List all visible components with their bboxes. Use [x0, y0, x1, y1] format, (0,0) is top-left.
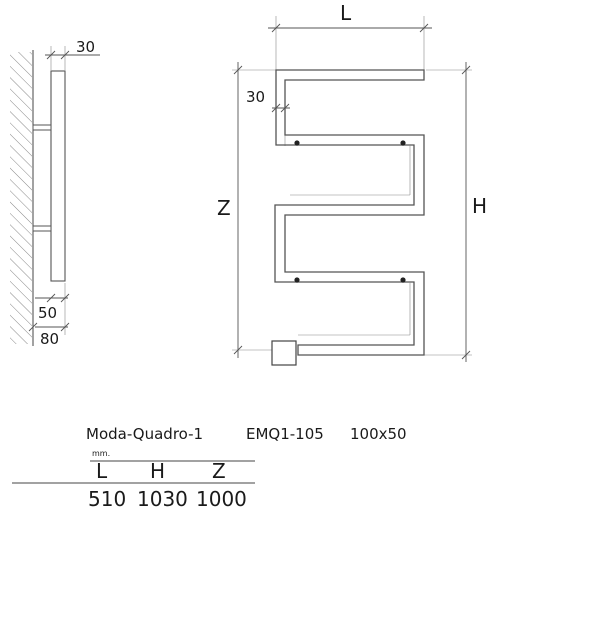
top-spacing-label: 30	[246, 88, 266, 106]
mount-point-1	[294, 140, 299, 145]
upper-bracket	[33, 125, 51, 130]
bottom-depth-label: 50	[38, 304, 58, 322]
mount-point-3	[294, 277, 299, 282]
side-view	[10, 38, 100, 348]
value-z: 1000	[196, 487, 247, 511]
serpentine-pipe-outer	[275, 70, 424, 355]
side-radiator-body	[51, 71, 65, 281]
value-l: 510	[88, 487, 127, 511]
lower-bracket	[33, 226, 51, 231]
value-h: 1030	[137, 487, 188, 511]
mount-point-2	[400, 140, 405, 145]
wall-offset-label: 30	[76, 38, 96, 56]
header-z: Z	[212, 459, 226, 483]
product-profile: 100x50	[350, 425, 407, 443]
header-l: L	[96, 459, 108, 483]
front-view	[217, 1, 487, 365]
unit-label: mm.	[92, 449, 111, 458]
z-label: Z	[217, 196, 231, 220]
total-depth-label: 80	[40, 330, 60, 348]
l-label: L	[340, 1, 352, 25]
product-code: EMQ1-105	[246, 425, 324, 443]
product-model: Moda-Quadro-1	[86, 425, 204, 443]
spec-table	[12, 449, 255, 511]
product-info	[86, 425, 407, 443]
h-label: H	[472, 194, 488, 218]
mount-point-4	[400, 277, 405, 282]
wall-hatching	[10, 52, 32, 344]
heating-element-box	[272, 341, 296, 365]
header-h: H	[150, 459, 166, 483]
